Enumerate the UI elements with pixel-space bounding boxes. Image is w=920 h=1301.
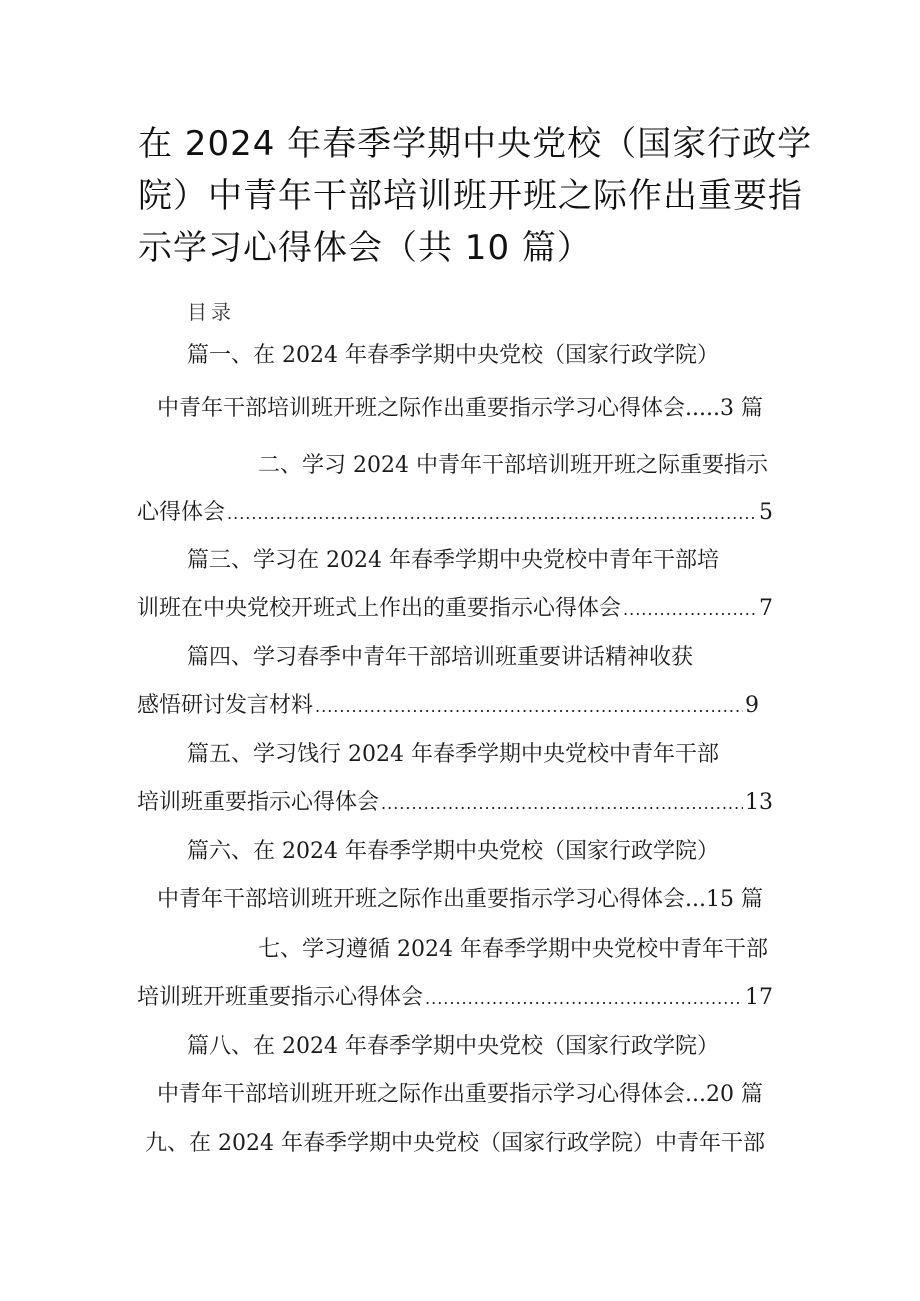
toc-entry-text: 七、学习遵循 2024 年春季学期中央党校中青年干部 xyxy=(258,937,768,962)
toc-entry-2-line-2[interactable] xyxy=(137,497,773,529)
toc-entry-7-line-2[interactable] xyxy=(137,982,773,1014)
toc-entry-text: 心得体会 xyxy=(137,500,226,525)
toc-entry-3-line-2[interactable] xyxy=(137,593,773,625)
toc-entry-page: 3 篇 xyxy=(719,396,763,421)
toc-entry-page: 17 xyxy=(745,985,773,1010)
toc-entry-6-line-1[interactable] xyxy=(187,836,719,868)
toc-entry-5-line-1[interactable] xyxy=(187,739,719,771)
toc-entry-text: 篇三、学习在 2024 年春季学期中央党校中青年干部培 xyxy=(187,548,719,573)
toc-heading: 目录 xyxy=(187,300,235,324)
toc-entry-8-line-1[interactable] xyxy=(187,1031,719,1063)
toc-entry-4-line-2[interactable] xyxy=(137,690,759,722)
toc-entry-text: 篇四、学习春季中青年干部培训班重要讲话精神收获 xyxy=(187,645,694,670)
toc-entry-page: 13 xyxy=(745,790,773,815)
toc-entry-8-line-2[interactable] xyxy=(157,1079,763,1111)
toc-entry-text: 中青年干部培训班开班之际作出重要指示学习心得体会..... xyxy=(157,396,720,421)
toc-entry-text: 培训班重要指示心得体会 xyxy=(137,790,380,815)
toc-entry-6-line-2[interactable] xyxy=(157,884,763,916)
toc-entry-page: 15 篇 xyxy=(705,887,763,912)
toc-entry-2-line-1[interactable] xyxy=(258,450,768,482)
toc-entry-1-line-1[interactable] xyxy=(187,340,719,372)
toc-entry-text: 二、学习 2024 中青年干部培训班开班之际重要指示 xyxy=(258,453,768,478)
toc-leader-dots xyxy=(315,691,743,723)
toc-entry-4-line-1[interactable] xyxy=(187,642,693,674)
toc-entry-text: 中青年干部培训班开班之际作出重要指示学习心得体会... xyxy=(157,887,706,912)
toc-leader-dots xyxy=(381,788,743,820)
toc-entry-page: 9 xyxy=(745,693,759,718)
toc-entry-1-line-2[interactable] xyxy=(157,393,763,425)
toc-entry-text: 篇一、在 2024 年春季学期中央党校（国家行政学院） xyxy=(187,343,719,368)
toc-entry-text: 中青年干部培训班开班之际作出重要指示学习心得体会... xyxy=(157,1082,706,1107)
toc-entry-text: 篇六、在 2024 年春季学期中央党校（国家行政学院） xyxy=(187,839,719,864)
toc-entry-text: 篇五、学习饯行 2024 年春季学期中央党校中青年干部 xyxy=(187,742,719,767)
toc-entry-page: 7 xyxy=(759,596,773,621)
toc-entry-7-line-1[interactable] xyxy=(258,934,768,966)
toc-entry-5-line-2[interactable] xyxy=(137,787,773,819)
toc-entry-text: 培训班开班重要指示心得体会 xyxy=(137,985,424,1010)
toc-leader-dots xyxy=(425,983,743,1015)
toc-entry-9-line-1[interactable] xyxy=(145,1128,765,1160)
toc-leader-dots xyxy=(227,498,757,530)
toc-entry-3-line-1[interactable] xyxy=(187,545,719,577)
toc-entry-page: 5 xyxy=(759,500,773,525)
toc-entry-text: 训班在中央党校开班式上作出的重要指示心得体会 xyxy=(137,596,622,621)
toc-entry-page: 20 篇 xyxy=(705,1082,763,1107)
toc-entry-text: 感悟研讨发言材料 xyxy=(137,693,314,718)
document-title: 在 2024 年春季学期中央党校（国家行政学院）中青年干部培训班开班之际作出重要指示学习心得体会（共 10 篇） xyxy=(138,124,813,268)
toc-entry-text: 九、在 2024 年春季学期中央党校（国家行政学院）中青年干部 xyxy=(145,1131,765,1156)
toc-entry-text: 篇八、在 2024 年春季学期中央党校（国家行政学院） xyxy=(187,1034,719,1059)
toc-leader-dots xyxy=(623,594,757,626)
